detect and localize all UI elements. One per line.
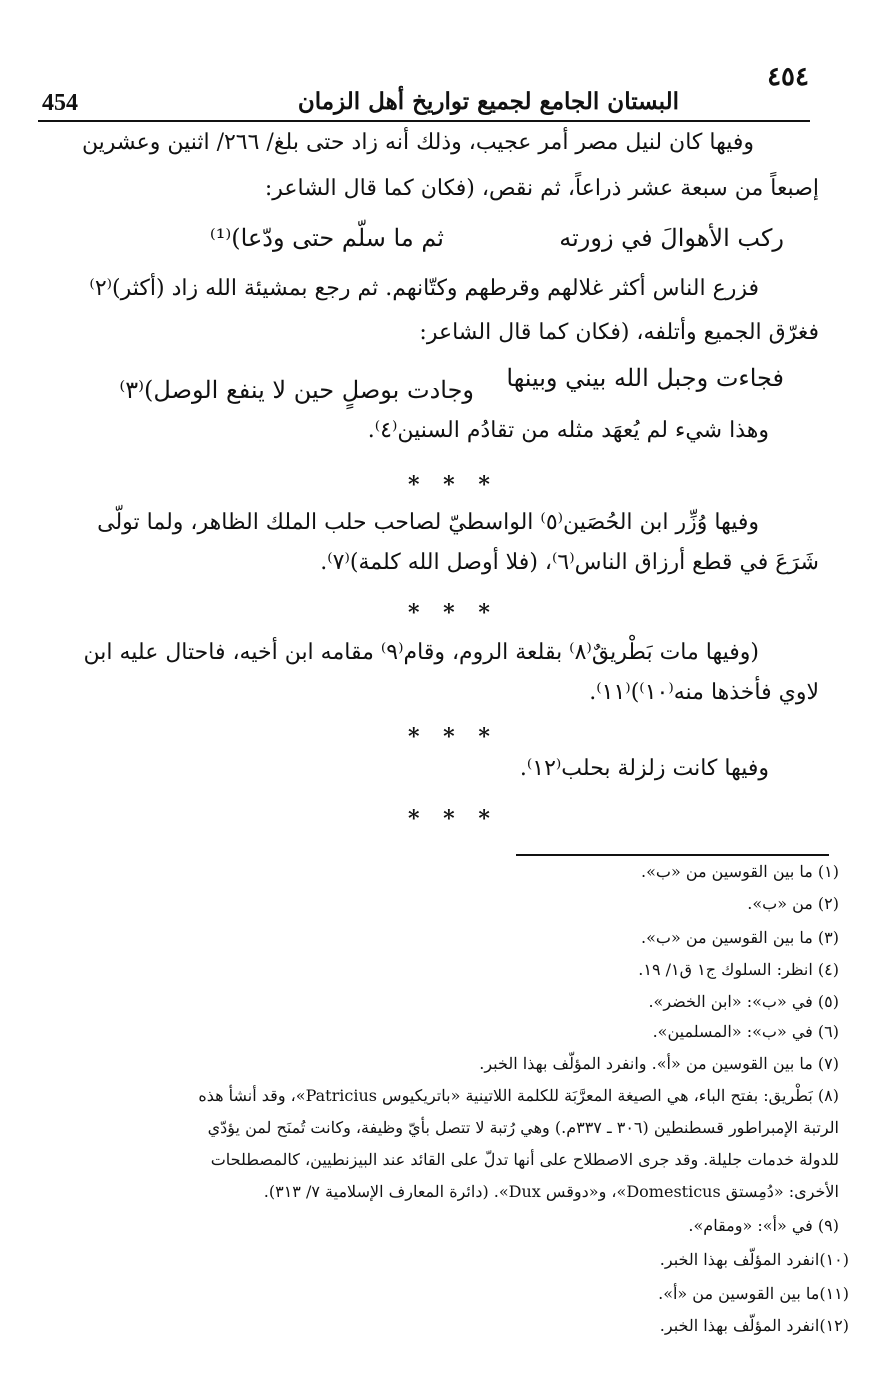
- paragraph-line: (وفيها مات بَطْريقٌ⁽٨⁾ بقلعة الروم، وقام⁽٩⁾ مقامه ابن أخيه، فاحتال عليه ابن: [83, 640, 759, 665]
- footnote-continuation: الرتبة الإمبراطور قسطنطين (٣٠٦ ـ ٣٣٧م.) وهي رُتبة لا تتصل بأيّ وظيفة، وكانت تُمنَح لمن يؤدّي: [207, 1118, 839, 1137]
- footnote: (١١)ما بين القوسين من «أ».: [658, 1284, 849, 1303]
- footnote-continuation: الأخرى: «دُمِستق Domesticus»، و«دوقس Dux». (دائرة المعارف الإسلامية ٧/ ٣١٣).: [263, 1182, 839, 1201]
- footnote: (١) ما بين القوسين من «ب».: [641, 862, 839, 881]
- paragraph-line: وهذا شيء لم يُعهَد مثله من تقادُم السنين⁽٤⁾.: [367, 418, 769, 443]
- section-separator: * * *: [408, 600, 498, 626]
- footnote: (٧) ما بين القوسين من «أ». وانفرد المؤلّف بهذا الخبر.: [479, 1054, 839, 1073]
- footnote: (٤) انظر: السلوك ج١ ق١/ ١٩.: [638, 960, 839, 979]
- section-separator: * * *: [408, 472, 498, 498]
- paragraph-line: فغرّق الجميع وأتلفه، (فكان كما قال الشاعر:: [419, 320, 819, 345]
- footnote: (٥) في «ب»: «ابن الخضر».: [648, 992, 839, 1011]
- paragraph-line: لاوي فأخذها منه⁽١٠⁾)⁽١١⁾.: [589, 680, 819, 705]
- page-number-arabic: ٤٥٤: [767, 62, 809, 92]
- verse-hemistich-right: ركب الأهوالَ في زورته: [559, 224, 784, 252]
- verse-hemistich-right: فجاءت وجبل الله بيني وبينها: [506, 364, 784, 392]
- paragraph-line: شَرَعَ في قطع أرزاق الناس⁽٦⁾، (فلا أوصل الله كلمة)⁽٧⁾.: [320, 550, 819, 575]
- section-separator: * * *: [408, 724, 498, 750]
- footnote-continuation: للدولة خدمات جليلة. وقد جرى الاصطلاح على أنها تدلّ على القائد عند البيزنطيين، كالمصطلحات: [210, 1150, 839, 1169]
- paragraph-line: وفيها كانت زلزلة بحلب⁽١٢⁾.: [519, 756, 769, 781]
- footnote: (٦) في «ب»: «المسلمين».: [652, 1022, 839, 1041]
- header-rule: [38, 120, 810, 122]
- paragraph-line: إصبعاً من سبعة عشر ذراعاً، ثم نقص، (فكان كما قال الشاعر:: [264, 176, 819, 201]
- paragraph-line: فزرع الناس أكثر غلالهم وقرطهم وكتّانهم. ثم رجع بمشيئة الله زاد (أكثر)⁽٢⁾: [89, 276, 759, 301]
- footnote: (١٠)انفرد المؤلّف بهذا الخبر.: [659, 1250, 849, 1269]
- section-separator: * * *: [408, 806, 498, 832]
- paragraph-line: وفيها وُزِّر ابن الحُصَين⁽٥⁾ الواسطيّ لصاحب حلب الملك الظاهر، ولما تولّى: [97, 510, 759, 535]
- paragraph-line: وفيها كان لنيل مصر أمر عجيب، وذلك أنه زاد حتى بلغ/ ٢٦٦/ اثنين وعشرين: [81, 130, 754, 155]
- footnote-rule: [516, 854, 829, 856]
- verse-hemistich-left: وجادت بوصلٍ حين لا ينفع الوصل)⁽٣⁾: [119, 376, 474, 404]
- footnote: (٢) من «ب».: [747, 894, 839, 913]
- footnote: (٣) ما بين القوسين من «ب».: [641, 928, 839, 947]
- verse-hemistich-left: ثم ما سلّم حتى ودّعا)⁽¹⁾: [209, 224, 444, 252]
- page-number-latin: 454: [42, 90, 78, 116]
- running-title: البستان الجامع لجميع تواريخ أهل الزمان: [297, 88, 679, 115]
- footnote: (٨) بَطْريق: بفتح الباء، هي الصيغة المعرَّبَة للكلمة اللاتينية «باتريكيوس Patricius»، وقد أنشأ هذه: [198, 1086, 839, 1105]
- footnote: (٩) في «أ»: «ومقام».: [688, 1216, 839, 1235]
- footnote: (١٢)انفرد المؤلّف بهذا الخبر.: [659, 1316, 849, 1335]
